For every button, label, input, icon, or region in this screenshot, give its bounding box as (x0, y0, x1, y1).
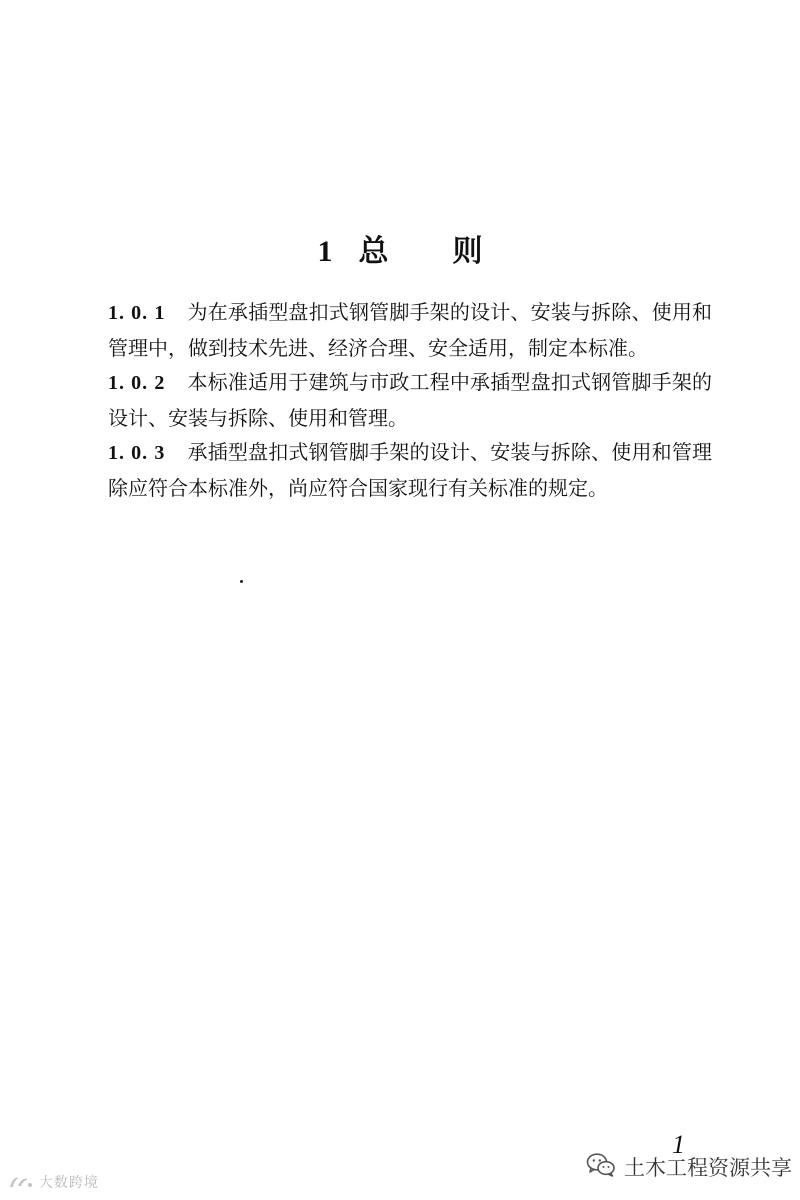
watermark-left-text: 大数跨境 (38, 1174, 99, 1190)
chapter-title-char-1: 总 (358, 234, 389, 270)
clause-number: 1. 0. 1 (108, 302, 166, 324)
wechat-icon (586, 1152, 624, 1183)
clause-number: 1. 0. 2 (108, 372, 166, 394)
chapter-title (0, 232, 800, 272)
clause-text: 承插型盘扣式钢管脚手架的设计、安装与拆除、使用和管理除应符合本标准外，尚应符合国家现行有关标准的规定。 (108, 440, 713, 500)
page-number: 1 (672, 1130, 685, 1159)
clause-number: 1. 0. 3 (108, 442, 166, 464)
watermark-right-text: 土木工程资源共享 (624, 1156, 792, 1180)
clause-text: 为在承插型盘扣式钢管脚手架的设计、安装与拆除、使用和管理中，做到技术先进、经济合理、安全适用，制定本标准。 (108, 300, 713, 360)
chapter-title-char-2: 则 (452, 234, 483, 270)
clause-text: 本标准适用于建筑与市政工程中承插型盘扣式钢管脚手架的设计、安装与拆除、使用和管理。 (108, 370, 713, 430)
chapter-number: 1 (317, 235, 333, 269)
watermark-right (586, 1150, 792, 1184)
clause-list (108, 295, 712, 505)
logo-icon (8, 1174, 39, 1190)
clause-1-0-1 (108, 295, 712, 365)
clause-1-0-3 (108, 435, 712, 505)
watermark-left (8, 1172, 99, 1192)
clause-1-0-2 (108, 365, 712, 435)
scan-speck (240, 580, 243, 583)
